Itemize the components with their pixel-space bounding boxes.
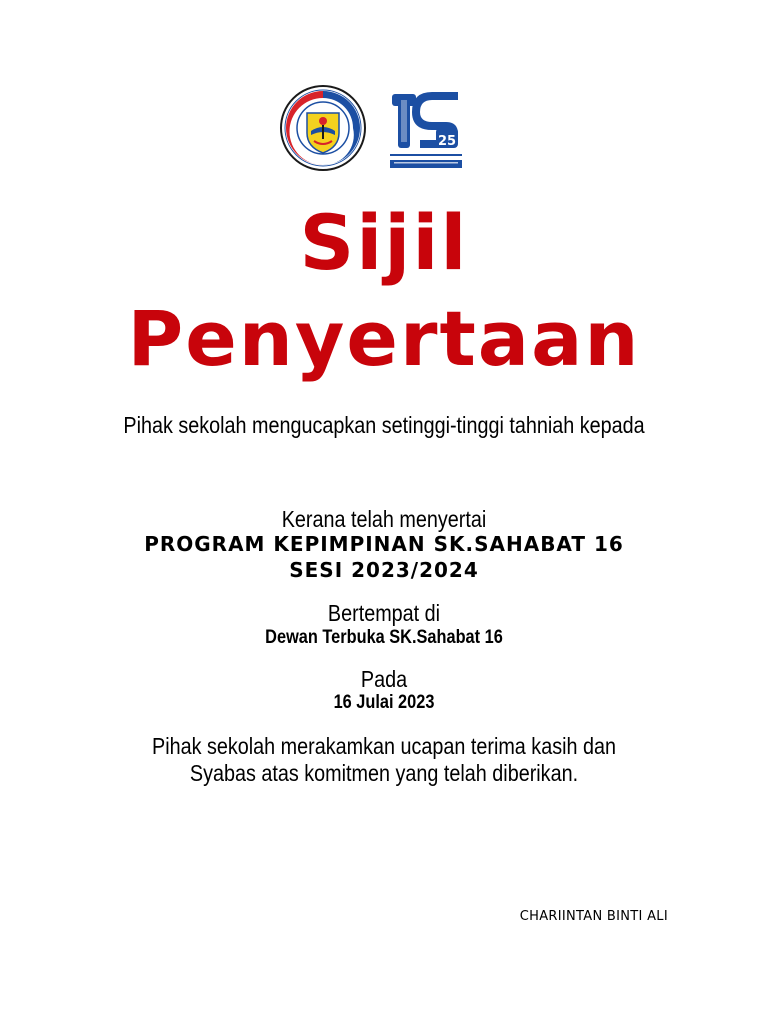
event-date: 16 Julai 2023 [333, 692, 435, 713]
closing-line-2: Syabas atas komitmen yang telah diberikan. [189, 760, 579, 786]
participation-label: Kerana telah menyertai [281, 506, 487, 532]
ts25-logo-icon [388, 90, 464, 170]
date-label: Pada [360, 666, 408, 692]
svg-text:25: 25 [438, 134, 457, 149]
certificate-title-line2: Penyertaan [127, 294, 641, 383]
intro-text: Pihak sekolah mengucapkan setinggi-tinggi tahniah kepada [123, 412, 645, 438]
closing-line-1: Pihak sekolah merakamkan ucapan terima kasih dan [152, 733, 616, 759]
signer-name: CHARIINTAN BINTI ALI [519, 909, 668, 924]
venue-label: Bertempat di [327, 600, 441, 626]
certificate-title-line1: Sijil [299, 198, 469, 287]
session-text: SESI 2023/2024 [289, 558, 479, 582]
program-name: PROGRAM KEPIMPINAN SK.SAHABAT 16 [144, 532, 624, 556]
school-crest-icon [278, 85, 368, 171]
venue-name: Dewan Terbuka SK.Sahabat 16 [265, 627, 503, 648]
